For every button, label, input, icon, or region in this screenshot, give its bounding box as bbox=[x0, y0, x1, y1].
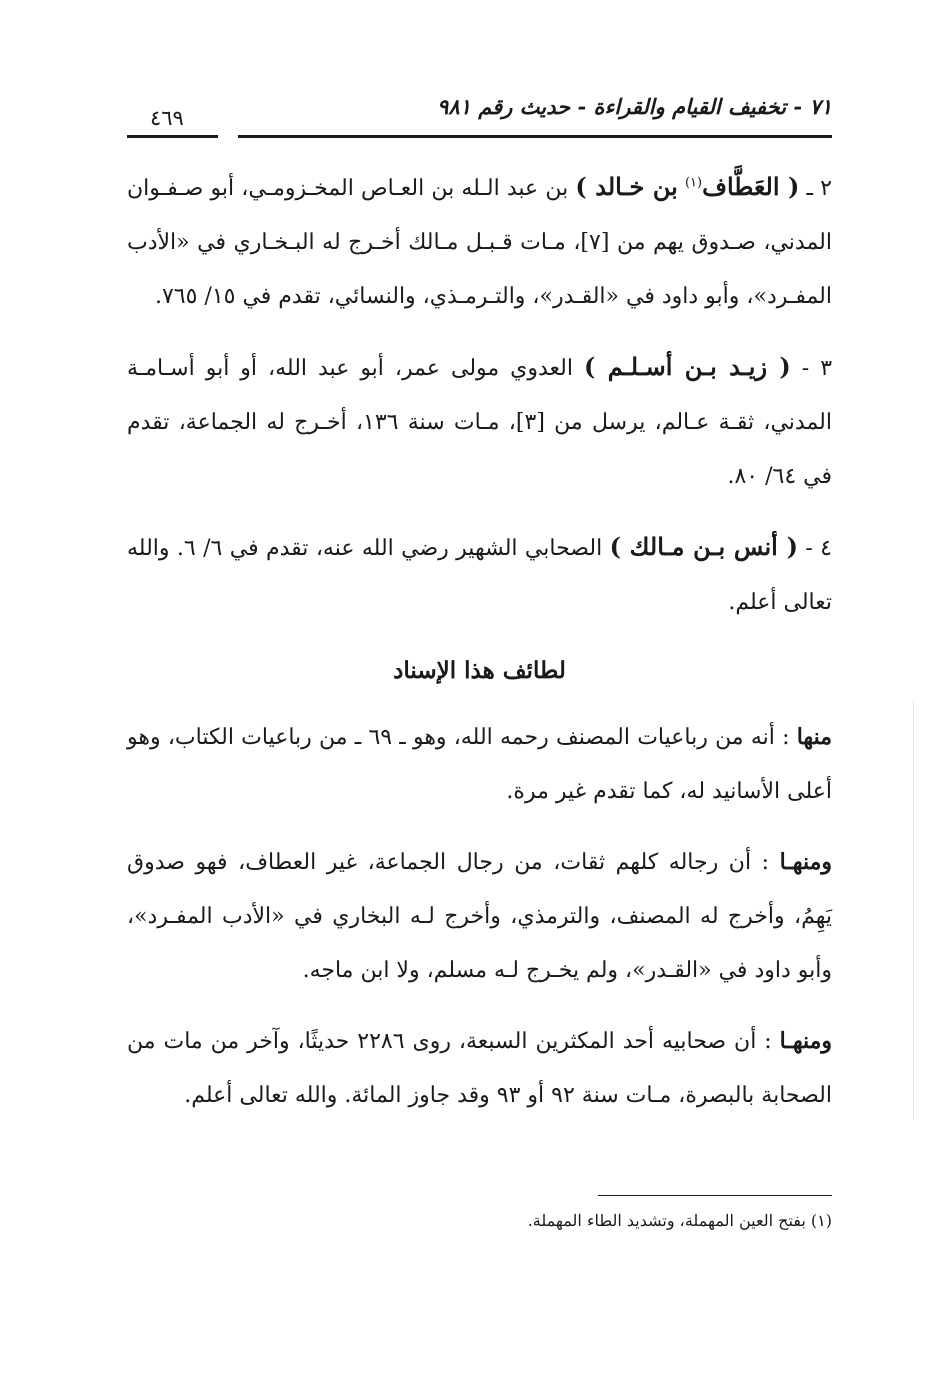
point-text: : أن صحابيه أحد المكثرين السبعة، روى ٢٢٨٦ حديثًا، وآخر من مات من الصحابة بالبصرة، مـات سنة ٩٢ أو ٩٣ وقد جاوز المائة. والله تعالى أعلم. bbox=[127, 1029, 832, 1108]
point-text: : أنه من رباعيات المصنف رحمه الله، وهو ـ ٦٩ ـ من رباعيات الكتاب، وهو أعلى الأسانيد له، كما تقدم غير مرة. bbox=[127, 725, 832, 804]
entry-number: ٤ - bbox=[805, 536, 832, 561]
point-3 bbox=[127, 1014, 832, 1123]
point-lead: ومنهـا bbox=[779, 1028, 833, 1054]
narrator-name: ( أنس بـن مـالك ) bbox=[609, 532, 798, 561]
point-2 bbox=[127, 835, 832, 998]
narrator-entry-3 bbox=[127, 340, 832, 504]
point-1 bbox=[127, 710, 832, 819]
entry-text: العدوي مولى عمر، أبو عبد الله، أو أبو أسـامـة المدني، ثقـة عـالم، يرسل من [٣]، مـات سنة ١٣٦، أخـرج له الجماعة، تقدم في ٦٤/ ٨٠. bbox=[127, 356, 832, 489]
narrator-name: ( زيـد بـن أسـلـم ) bbox=[583, 352, 791, 381]
entry-text: الصحابي الشهير رضي الله عنه، تقدم في ٦/ ٦. والله تعالى أعلم. bbox=[127, 536, 832, 615]
narrator-entry-4 bbox=[127, 520, 832, 630]
footnote-rule bbox=[598, 1195, 832, 1196]
section-heading: لطائف هذا الإسناد bbox=[393, 657, 566, 684]
entry-text: بن عبد الـله بن العـاص المخـزومـي، أبو صـفـوان المدني، صـدوق يهم من [٧]، مـات قـبـل مـالك أخـرج له البـخـاري في «الأدب المفـرد»، وأبو داود في «القـدر»، والتـرمـذي، والنسائي، تقدم في ١٥/ ٧٦٥. bbox=[127, 176, 832, 309]
margin-line bbox=[913, 700, 914, 1120]
page-body bbox=[127, 160, 832, 1139]
entry-number: ٣ - bbox=[801, 356, 833, 381]
narrator-name: ( العَطَّاف bbox=[702, 172, 800, 201]
entry-number: ٢ ـ bbox=[806, 176, 832, 201]
page-number: ٤٦٩ bbox=[150, 106, 184, 130]
running-header bbox=[130, 92, 832, 132]
narrator-name-rest: بن خـالد ) bbox=[575, 172, 678, 201]
point-text: : أن رجاله كلهم ثقات، من رجال الجماعة، غير العطاف، فهو صدوق يَهِمُ، وأخرج له المصنف، والترمذي، وأخرج لـه البخاري في «الأدب المفـرد»، وأبو داود في «القـدر»، ولم يخـرج لـه مسلم، ولا ابن ماجه. bbox=[127, 850, 832, 983]
narrator-entry-2 bbox=[127, 160, 832, 324]
point-lead: ومنهـا bbox=[779, 849, 832, 875]
footnote-mark: (١) bbox=[684, 175, 703, 191]
point-lead: منها bbox=[796, 724, 832, 750]
footnote: (١) بفتح العين المهملة، وتشديد الطاء المهملة. bbox=[527, 1211, 832, 1230]
chapter-title: ٧١ - تخفيف القيام والقراءة - حديث رقم ٩٨١ bbox=[437, 94, 832, 119]
header-rule-gap bbox=[218, 130, 238, 140]
